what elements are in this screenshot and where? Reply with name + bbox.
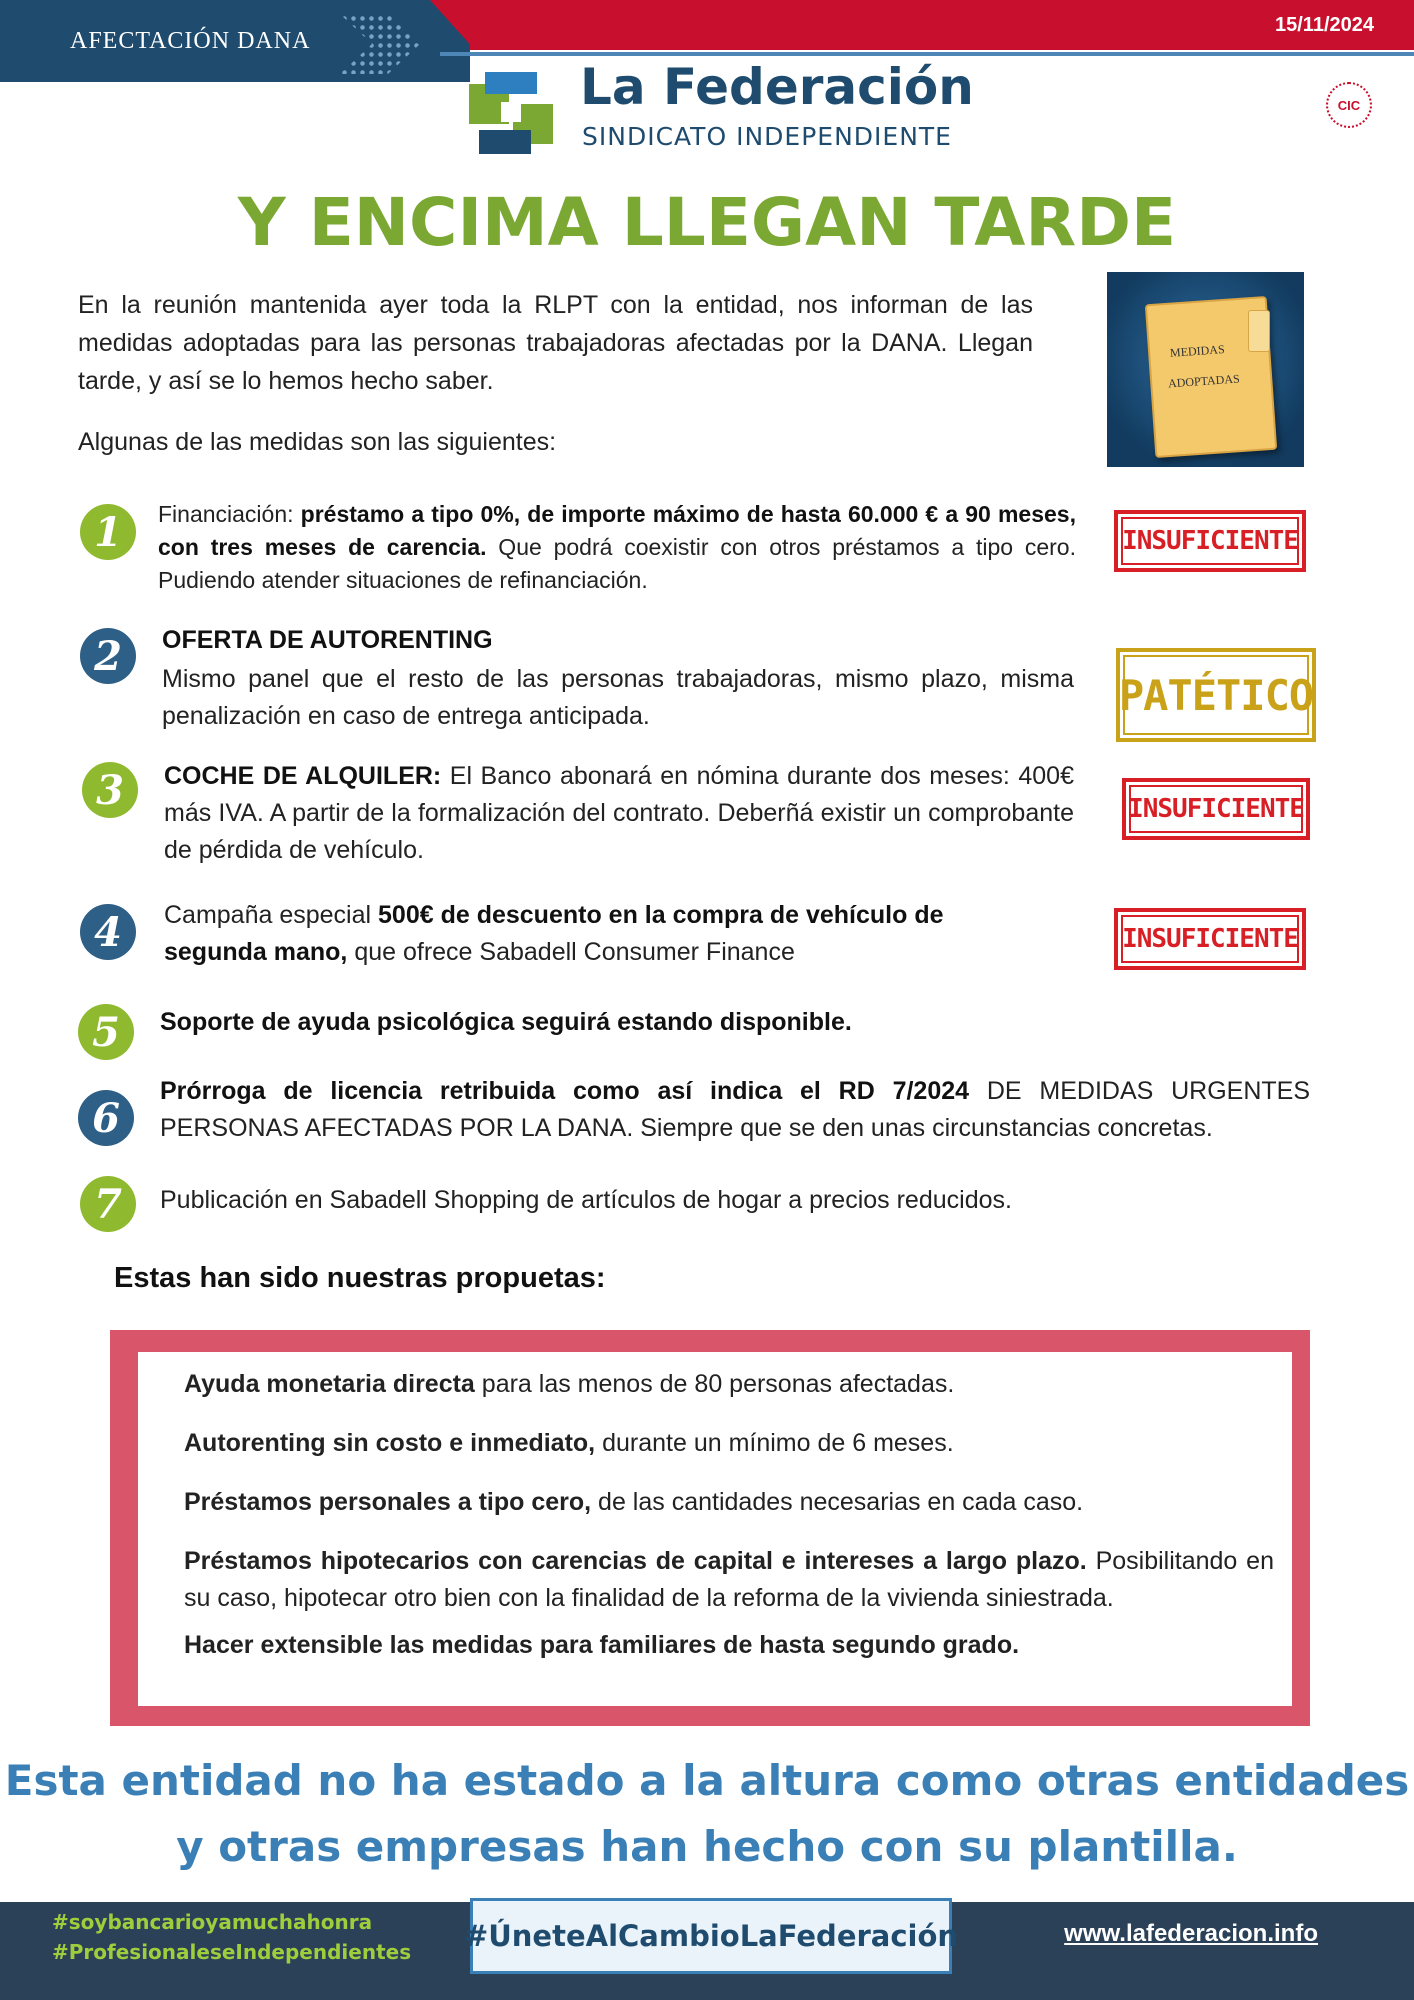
proposal-item: Hacer extensible las medidas para familiares de hasta segundo grado.: [184, 1631, 1020, 1659]
brand-subtitle: SINDICATO INDEPENDIENTE: [582, 122, 952, 151]
header-red-edge: [430, 0, 475, 50]
brand-name: La Federación: [580, 58, 974, 116]
folder-tab: [1248, 310, 1270, 352]
la-federacion-logo-icon: [465, 68, 557, 160]
footer-hashtags: [52, 1907, 411, 1967]
header-tag: AFECTACIÓN DANA: [70, 28, 311, 54]
measure-item-7: [160, 1182, 1310, 1219]
measure-item-4: [164, 897, 1024, 971]
number-badge-4: 4: [80, 904, 136, 960]
proposal-item: Autorenting sin costo e inmediato, durante un mínimo de 6 meses.: [184, 1429, 954, 1457]
measure-text: Mismo panel que el resto de las personas trabajadoras, mismo plazo, misma penalización en caso de entrega anticipada.: [162, 665, 1074, 730]
measure-text: Publicación en Sabadell Shopping de artículos de hogar a precios reducidos.: [160, 1186, 1012, 1214]
hashtag-1[interactable]: #soybancarioyamuchahonra: [52, 1910, 373, 1934]
measure-item-1: [158, 498, 1076, 597]
folder-label-2: ADOPTADAS: [1167, 371, 1241, 391]
number-badge-2: 2: [80, 628, 136, 684]
measure-heading: OFERTA DE AUTORENTING: [162, 626, 493, 654]
header-divider: [440, 52, 1414, 56]
number-badge-3: 3: [82, 762, 138, 818]
page-title: Y ENCIMA LLEGAN TARDE: [237, 184, 1177, 261]
measure-item-2: [162, 622, 1074, 735]
closing-statement: [0, 1748, 1414, 1880]
number-badge-5: 5: [78, 1004, 134, 1060]
stamp-patetico: PATÉTICO: [1116, 648, 1316, 742]
proposal-item: Préstamos hipotecarios con carencias de capital e intereses a largo plazo. Posibilitando en su caso, hipotecar otro bien con la finalidad de la reforma de la vivienda siniestrada.: [184, 1547, 1274, 1612]
website-link[interactable]: www.lafederacion.info: [1064, 1920, 1318, 1947]
measure-bold: Soporte de ayuda psicológica seguirá estando disponible.: [160, 1008, 852, 1036]
measure-bold: préstamo a tipo 0%, de importe máximo de hasta 60.000 € a 90 meses, con tres meses de carencia.: [158, 501, 1076, 560]
proposal-item: Ayuda monetaria directa para las menos de 80 personas afectadas.: [184, 1370, 955, 1398]
stamp-insuficiente: INSUFICIENTE: [1114, 510, 1306, 572]
proposals-heading: Estas han sido nuestras propuetas:: [114, 1262, 606, 1294]
number-badge-6: 6: [78, 1090, 134, 1146]
measure-item-3: [164, 758, 1074, 869]
measure-bold: 500€ de descuento en la compra de vehículo de segunda mano,: [164, 901, 944, 966]
closing-line-1: Esta entidad no ha estado a la altura como otras entidades: [4, 1756, 1410, 1805]
footer-hashtag-banner[interactable]: #ÚneteAlCambioLaFederación: [470, 1898, 952, 1974]
header-red-band: [470, 0, 1414, 50]
intro-paragraph: En la reunión mantenida ayer toda la RLPT con la entidad, nos informan de las medidas adoptadas para las personas trabajadoras afectadas por la DANA. Llegan tarde, y así se lo hemos hecho saber.: [78, 291, 1033, 395]
measure-text: Campaña especial: [164, 901, 379, 929]
number-badge-7: 7: [80, 1176, 136, 1232]
intro-lead: Algunas de las medidas son las siguientes:: [78, 428, 557, 456]
cic-logo-icon: CIC: [1326, 82, 1372, 128]
number-badge-1: 1: [80, 504, 136, 560]
proposal-item: Préstamos personales a tipo cero, de las cantidades necesarias en cada caso.: [184, 1488, 1084, 1516]
measure-text: que ofrece Sabadell Consumer Finance: [347, 938, 795, 966]
measure-item-5: [160, 1004, 1310, 1041]
stamp-insuficiente: INSUFICIENTE: [1122, 778, 1310, 840]
proposals-list: [184, 1366, 1274, 1664]
measure-bold: COCHE DE ALQUILER:: [164, 762, 442, 790]
measure-text: Que podrá coexistir con otros préstamos a tipo cero. Pudiendo atender situaciones de refinanciación.: [158, 534, 1076, 593]
hashtag-2[interactable]: #ProfesionaleseIndependientes: [52, 1940, 412, 1964]
stamp-insuficiente: INSUFICIENTE: [1114, 908, 1306, 970]
measure-bold: Prórroga de licencia retribuida como así indica el RD 7/2024: [160, 1077, 970, 1105]
measure-text: DE MEDIDAS URGENTES PERSONAS AFECTADAS POR LA DANA. Siempre que se den unas circunstancias concretas.: [160, 1077, 1310, 1142]
measure-text: Financiación:: [158, 501, 301, 527]
measure-item-6: [160, 1073, 1310, 1147]
folder-label-1: MEDIDAS: [1169, 342, 1226, 360]
closing-line-2: y otras empresas han hecho con su plantilla.: [176, 1822, 1238, 1871]
header-date: 15/11/2024: [1275, 14, 1374, 36]
measure-text: El Banco abonará en nómina durante dos meses: 400€ más IVA. A partir de la formalización del contrato. Deberñá existir un comprobante de pérdida de vehículo.: [164, 762, 1074, 864]
